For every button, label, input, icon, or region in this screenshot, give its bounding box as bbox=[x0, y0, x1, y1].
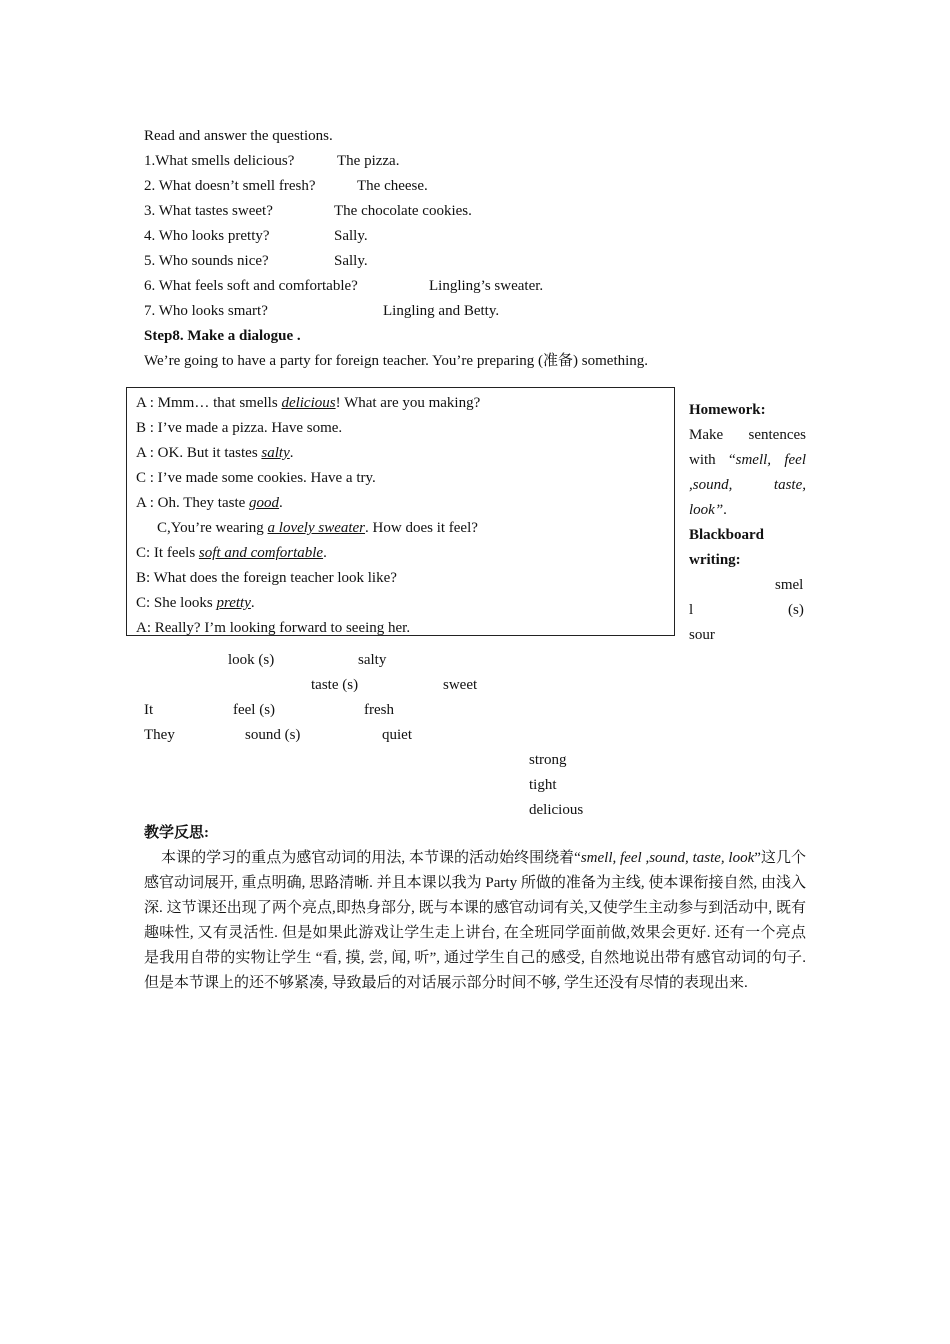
answer-6: Lingling’s sweater. bbox=[429, 278, 544, 294]
bb-sound: sound (s) bbox=[245, 727, 301, 743]
step8-intro: We’re going to have a party for foreign teacher. You’re preparing (准备) something. bbox=[144, 353, 649, 369]
dialogue-line-8: B: What does the foreign teacher look like? bbox=[136, 570, 397, 586]
homework-column bbox=[689, 398, 806, 573]
answer-5: Sally. bbox=[334, 253, 368, 269]
bb-they: They bbox=[144, 727, 175, 743]
answer-1: The pizza. bbox=[337, 153, 400, 169]
bb-quiet: quiet bbox=[382, 727, 412, 743]
dialogue-line-9: C: She looks pretty. bbox=[136, 595, 255, 611]
bb-look: look (s) bbox=[228, 652, 275, 668]
bb-smell-part1: smel bbox=[775, 577, 804, 593]
dialogue-line-2: B : I’ve made a pizza. Have some. bbox=[136, 420, 343, 436]
question-2: 2. What doesn’t smell fresh? bbox=[144, 178, 316, 194]
bb-it: It bbox=[144, 702, 154, 718]
dialogue-line-10: A: Really? I’m looking forward to seeing her. bbox=[136, 620, 411, 636]
bb-fresh: fresh bbox=[364, 702, 394, 718]
dialogue-line-7: C: It feels soft and comfortable. bbox=[136, 545, 327, 561]
bb-sour: sour bbox=[689, 627, 715, 643]
homework-text: Make sentences with “smell, feel ,sound, taste, look”. bbox=[689, 427, 806, 518]
question-5: 5. Who sounds nice? bbox=[144, 253, 269, 269]
bb-salty: salty bbox=[358, 652, 387, 668]
bb-tight: tight bbox=[529, 777, 557, 793]
bb-sweet: sweet bbox=[443, 677, 478, 693]
answer-3: The chocolate cookies. bbox=[334, 203, 472, 219]
dialogue-line-5: A : Oh. They taste good. bbox=[136, 495, 283, 511]
bb-smell-s: (s) bbox=[788, 602, 804, 618]
answer-4: Sally. bbox=[334, 228, 368, 244]
dialogue-line-6: C,You’re wearing a lovely sweater. How does it feel? bbox=[157, 520, 478, 536]
dialogue-line-3: A : OK. But it tastes salty. bbox=[136, 445, 294, 461]
question-7: 7. Who looks smart? bbox=[144, 303, 268, 319]
homework-title: Homework: bbox=[689, 402, 766, 418]
bb-taste: taste (s) bbox=[311, 677, 359, 693]
bb-feel: feel (s) bbox=[233, 702, 276, 718]
bb-delicious: delicious bbox=[529, 802, 584, 818]
question-4: 4. Who looks pretty? bbox=[144, 228, 270, 244]
answer-2: The cheese. bbox=[357, 178, 428, 194]
bb-smell-part2: l bbox=[689, 602, 694, 618]
reflection-title: 教学反思: bbox=[144, 825, 209, 841]
blackboard-title: Blackboard writing: bbox=[689, 527, 765, 568]
question-1: 1.What smells delicious? bbox=[144, 153, 295, 169]
question-6: 6. What feels soft and comfortable? bbox=[144, 278, 358, 294]
answer-7: Lingling and Betty. bbox=[383, 303, 500, 319]
dialogue-line-4: C : I’ve made some cookies. Have a try. bbox=[136, 470, 376, 486]
dialogue-line-1: A : Mmm… that smells delicious! What are you making? bbox=[136, 395, 481, 411]
reflection-paragraph: 本课的学习的重点为感官动词的用法, 本节课的活动始终围绕着“smell, feel ,sound, taste, look”这几个感官动词展开, 重点明确, 思路清晰. 并且本课以我为 Party 所做的准备为主线, 使本课衔接自然, 由浅入深. 这节课还出现了两个亮点,即热身部分, 既与本课的感官动词有关,又使学生主动参与到活动中, 既有趣味性, 又有灵活性. 但是如果此游戏让学生走上讲台, 在全班同学面前做,效果会更好. 还有一个亮点是我用自带的实物让学生 “看, 摸, 尝, 闻, 听”, 通过学生自己的感受, 自然地说出带有感官动词的句子. 但是本节课上的还不够紧凑, 导致最后的对话展示部分时间不够, 学生还没有尽情的表现出来. bbox=[144, 850, 806, 991]
bb-strong: strong bbox=[529, 752, 567, 768]
step8-heading: Step8. Make a dialogue . bbox=[144, 328, 301, 344]
questions-intro: Read and answer the questions. bbox=[144, 128, 333, 144]
question-3: 3. What tastes sweet? bbox=[144, 203, 273, 219]
